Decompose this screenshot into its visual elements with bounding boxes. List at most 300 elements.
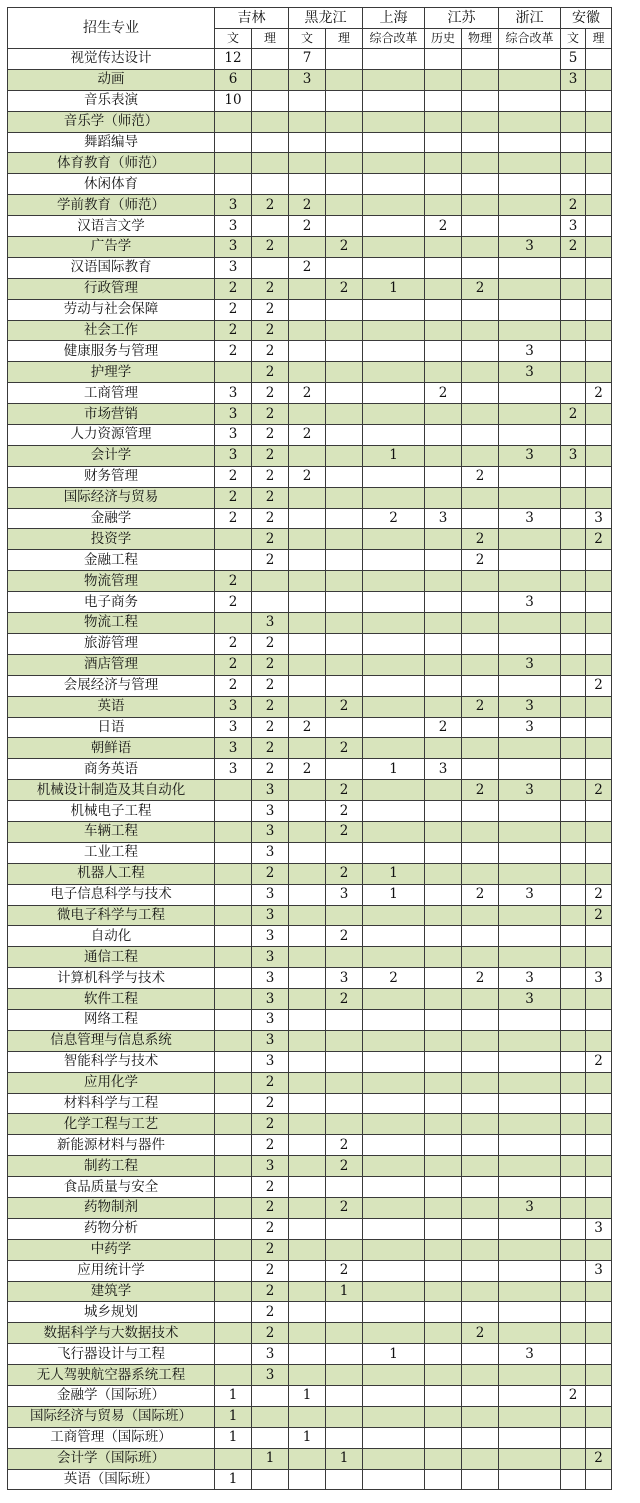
table-row bbox=[8, 801, 612, 822]
quota-cell bbox=[289, 278, 326, 299]
quota-cell bbox=[462, 320, 499, 341]
quota-cell bbox=[363, 69, 425, 90]
table-row bbox=[8, 445, 612, 466]
quota-cell bbox=[499, 863, 561, 884]
quota-cell bbox=[586, 320, 612, 341]
quota-cell bbox=[363, 1448, 425, 1469]
quota-cell bbox=[561, 341, 586, 362]
quota-cell bbox=[326, 425, 363, 446]
quota-cell bbox=[499, 1365, 561, 1386]
quota-cell bbox=[499, 1177, 561, 1198]
quota-cell bbox=[289, 613, 326, 634]
quota-cell: 3 bbox=[215, 195, 252, 216]
quota-cell bbox=[326, 404, 363, 425]
quota-cell bbox=[289, 1197, 326, 1218]
quota-cell bbox=[425, 1302, 462, 1323]
table-row bbox=[8, 863, 612, 884]
quota-cell bbox=[289, 508, 326, 529]
quota-cell: 3 bbox=[586, 968, 612, 989]
major-name: 投资学 bbox=[8, 529, 215, 550]
quota-cell bbox=[289, 696, 326, 717]
quota-cell bbox=[215, 1448, 252, 1469]
quota-cell bbox=[363, 529, 425, 550]
quota-cell: 3 bbox=[252, 821, 289, 842]
table-row bbox=[8, 1448, 612, 1469]
quota-cell bbox=[326, 216, 363, 237]
quota-cell bbox=[326, 592, 363, 613]
table-row bbox=[8, 1030, 612, 1051]
quota-cell bbox=[326, 633, 363, 654]
quota-cell bbox=[215, 905, 252, 926]
quota-cell bbox=[462, 1197, 499, 1218]
quota-cell bbox=[586, 49, 612, 70]
major-name: 软件工程 bbox=[8, 989, 215, 1010]
quota-cell: 2 bbox=[252, 550, 289, 571]
quota-cell bbox=[561, 257, 586, 278]
quota-cell bbox=[425, 425, 462, 446]
table-row bbox=[8, 633, 612, 654]
table-row bbox=[8, 383, 612, 404]
quota-cell bbox=[586, 299, 612, 320]
quota-cell bbox=[289, 1448, 326, 1469]
quota-cell bbox=[289, 780, 326, 801]
quota-cell bbox=[586, 654, 612, 675]
quota-cell bbox=[215, 529, 252, 550]
major-name: 制药工程 bbox=[8, 1156, 215, 1177]
quota-cell bbox=[425, 195, 462, 216]
major-name: 建筑学 bbox=[8, 1281, 215, 1302]
quota-cell bbox=[462, 863, 499, 884]
quota-cell: 1 bbox=[363, 863, 425, 884]
major-name: 城乡规划 bbox=[8, 1302, 215, 1323]
quota-cell bbox=[586, 487, 612, 508]
quota-cell bbox=[215, 863, 252, 884]
quota-cell bbox=[425, 968, 462, 989]
quota-cell bbox=[561, 905, 586, 926]
quota-cell bbox=[363, 1323, 425, 1344]
quota-cell: 3 bbox=[586, 1218, 612, 1239]
quota-cell bbox=[425, 1323, 462, 1344]
quota-cell bbox=[425, 404, 462, 425]
major-name: 新能源材料与器件 bbox=[8, 1135, 215, 1156]
quota-cell bbox=[326, 1218, 363, 1239]
quota-cell bbox=[326, 571, 363, 592]
table-row bbox=[8, 425, 612, 446]
quota-cell bbox=[462, 1009, 499, 1030]
quota-cell bbox=[462, 1344, 499, 1365]
quota-cell bbox=[561, 1114, 586, 1135]
quota-cell bbox=[363, 425, 425, 446]
quota-cell bbox=[561, 425, 586, 446]
quota-cell bbox=[326, 111, 363, 132]
quota-cell bbox=[326, 174, 363, 195]
quota-cell bbox=[289, 571, 326, 592]
major-name: 财务管理 bbox=[8, 466, 215, 487]
quota-cell bbox=[561, 508, 586, 529]
quota-cell bbox=[425, 654, 462, 675]
quota-cell: 2 bbox=[252, 195, 289, 216]
quota-cell bbox=[289, 821, 326, 842]
table-row bbox=[8, 1302, 612, 1323]
quota-cell: 1 bbox=[215, 1427, 252, 1448]
quota-cell: 2 bbox=[586, 383, 612, 404]
quota-cell: 2 bbox=[252, 1323, 289, 1344]
quota-cell bbox=[425, 1427, 462, 1448]
quota-cell bbox=[363, 362, 425, 383]
quota-cell bbox=[363, 132, 425, 153]
major-name: 音乐学（师范） bbox=[8, 111, 215, 132]
quota-cell bbox=[215, 1365, 252, 1386]
quota-cell: 3 bbox=[252, 1051, 289, 1072]
quota-cell bbox=[462, 905, 499, 926]
quota-cell bbox=[462, 487, 499, 508]
subject-header: 综合改革 bbox=[499, 29, 561, 49]
quota-cell bbox=[462, 1114, 499, 1135]
quota-cell bbox=[586, 1323, 612, 1344]
quota-cell: 2 bbox=[586, 1051, 612, 1072]
quota-cell bbox=[561, 1177, 586, 1198]
quota-cell bbox=[425, 1448, 462, 1469]
quota-cell bbox=[561, 738, 586, 759]
quota-cell bbox=[326, 341, 363, 362]
quota-cell bbox=[586, 1009, 612, 1030]
subject-header: 理 bbox=[252, 29, 289, 49]
quota-cell bbox=[561, 780, 586, 801]
quota-cell bbox=[289, 132, 326, 153]
quota-cell: 2 bbox=[462, 466, 499, 487]
quota-cell: 2 bbox=[326, 1197, 363, 1218]
quota-cell: 2 bbox=[326, 780, 363, 801]
quota-cell bbox=[561, 132, 586, 153]
quota-cell: 3 bbox=[252, 989, 289, 1010]
major-name: 药物分析 bbox=[8, 1218, 215, 1239]
quota-cell: 2 bbox=[252, 1260, 289, 1281]
quota-cell: 2 bbox=[252, 696, 289, 717]
quota-cell bbox=[499, 1009, 561, 1030]
quota-cell bbox=[289, 801, 326, 822]
quota-cell bbox=[289, 445, 326, 466]
quota-cell bbox=[462, 1302, 499, 1323]
quota-cell bbox=[289, 1093, 326, 1114]
quota-cell bbox=[425, 1072, 462, 1093]
quota-cell bbox=[586, 425, 612, 446]
quota-cell bbox=[586, 1427, 612, 1448]
table-row bbox=[8, 905, 612, 926]
quota-cell bbox=[289, 1218, 326, 1239]
quota-cell bbox=[363, 49, 425, 70]
subject-header: 文 bbox=[215, 29, 252, 49]
quota-cell bbox=[499, 216, 561, 237]
quota-cell bbox=[215, 968, 252, 989]
quota-cell bbox=[326, 947, 363, 968]
quota-cell bbox=[326, 257, 363, 278]
quota-cell bbox=[425, 1260, 462, 1281]
quota-cell bbox=[425, 237, 462, 258]
quota-cell bbox=[499, 571, 561, 592]
quota-cell bbox=[462, 801, 499, 822]
province-header-jiangsu: 江苏 bbox=[425, 8, 499, 29]
quota-cell: 10 bbox=[215, 90, 252, 111]
quota-cell bbox=[363, 1135, 425, 1156]
quota-cell bbox=[499, 633, 561, 654]
quota-cell bbox=[499, 174, 561, 195]
quota-cell bbox=[215, 1030, 252, 1051]
quota-cell bbox=[462, 989, 499, 1010]
quota-cell bbox=[363, 404, 425, 425]
quota-cell bbox=[363, 320, 425, 341]
major-name: 药物制剂 bbox=[8, 1197, 215, 1218]
major-name: 国际经济与贸易（国际班） bbox=[8, 1406, 215, 1427]
quota-cell bbox=[586, 550, 612, 571]
major-name: 工业工程 bbox=[8, 842, 215, 863]
table-row bbox=[8, 1177, 612, 1198]
quota-cell: 3 bbox=[215, 257, 252, 278]
quota-cell bbox=[561, 529, 586, 550]
quota-cell bbox=[586, 111, 612, 132]
quota-cell bbox=[289, 1009, 326, 1030]
quota-cell bbox=[425, 592, 462, 613]
quota-cell bbox=[252, 592, 289, 613]
quota-cell bbox=[425, 696, 462, 717]
quota-cell bbox=[289, 487, 326, 508]
quota-cell: 2 bbox=[252, 1302, 289, 1323]
quota-cell bbox=[326, 153, 363, 174]
quota-cell: 2 bbox=[586, 529, 612, 550]
quota-cell bbox=[363, 780, 425, 801]
quota-cell: 3 bbox=[252, 905, 289, 926]
quota-cell bbox=[363, 613, 425, 634]
quota-cell bbox=[326, 1072, 363, 1093]
table-row bbox=[8, 1156, 612, 1177]
quota-cell bbox=[326, 1323, 363, 1344]
quota-cell bbox=[586, 257, 612, 278]
quota-cell bbox=[586, 926, 612, 947]
quota-cell bbox=[215, 613, 252, 634]
quota-cell bbox=[586, 801, 612, 822]
quota-cell bbox=[586, 1030, 612, 1051]
major-name: 汉语言文学 bbox=[8, 216, 215, 237]
quota-cell bbox=[586, 90, 612, 111]
quota-cell bbox=[326, 1051, 363, 1072]
quota-cell bbox=[326, 1030, 363, 1051]
quota-cell bbox=[363, 571, 425, 592]
quota-cell bbox=[425, 738, 462, 759]
quota-cell: 2 bbox=[586, 675, 612, 696]
quota-cell bbox=[363, 1281, 425, 1302]
quota-cell: 2 bbox=[252, 1281, 289, 1302]
quota-cell bbox=[289, 1030, 326, 1051]
quota-cell bbox=[425, 633, 462, 654]
quota-cell bbox=[561, 571, 586, 592]
quota-cell bbox=[586, 1135, 612, 1156]
quota-cell: 3 bbox=[499, 717, 561, 738]
quota-cell bbox=[326, 1093, 363, 1114]
header-row-provinces bbox=[8, 8, 612, 29]
quota-cell bbox=[586, 1072, 612, 1093]
quota-cell bbox=[425, 257, 462, 278]
quota-cell bbox=[462, 257, 499, 278]
quota-cell: 2 bbox=[586, 1448, 612, 1469]
quota-cell bbox=[499, 613, 561, 634]
table-row bbox=[8, 1406, 612, 1427]
quota-cell bbox=[462, 195, 499, 216]
quota-cell bbox=[215, 1218, 252, 1239]
quota-cell bbox=[499, 195, 561, 216]
quota-cell: 2 bbox=[462, 529, 499, 550]
quota-cell bbox=[499, 320, 561, 341]
quota-cell bbox=[289, 1323, 326, 1344]
quota-cell: 2 bbox=[215, 571, 252, 592]
major-name: 音乐表演 bbox=[8, 90, 215, 111]
quota-cell bbox=[586, 466, 612, 487]
quota-cell bbox=[499, 299, 561, 320]
quota-cell: 3 bbox=[499, 445, 561, 466]
quota-cell bbox=[289, 738, 326, 759]
quota-cell bbox=[215, 1302, 252, 1323]
major-name: 工商管理（国际班） bbox=[8, 1427, 215, 1448]
major-name: 电子信息科学与技术 bbox=[8, 884, 215, 905]
quota-cell bbox=[289, 1469, 326, 1490]
quota-cell bbox=[586, 237, 612, 258]
quota-cell bbox=[363, 487, 425, 508]
quota-cell bbox=[326, 675, 363, 696]
table-row bbox=[8, 1344, 612, 1365]
quota-cell bbox=[561, 1344, 586, 1365]
quota-cell bbox=[425, 863, 462, 884]
quota-cell bbox=[215, 1323, 252, 1344]
quota-cell bbox=[586, 989, 612, 1010]
quota-cell bbox=[462, 1093, 499, 1114]
table-row bbox=[8, 69, 612, 90]
quota-cell: 2 bbox=[326, 863, 363, 884]
quota-cell bbox=[425, 1093, 462, 1114]
quota-cell bbox=[289, 926, 326, 947]
table-row bbox=[8, 174, 612, 195]
quota-cell bbox=[499, 111, 561, 132]
quota-cell: 1 bbox=[363, 884, 425, 905]
quota-cell: 3 bbox=[252, 842, 289, 863]
quota-cell bbox=[289, 529, 326, 550]
quota-cell bbox=[425, 1009, 462, 1030]
quota-cell bbox=[561, 1281, 586, 1302]
quota-cell: 2 bbox=[586, 780, 612, 801]
quota-cell bbox=[586, 842, 612, 863]
quota-cell bbox=[215, 1051, 252, 1072]
table-row bbox=[8, 696, 612, 717]
quota-cell: 3 bbox=[561, 445, 586, 466]
quota-cell bbox=[215, 362, 252, 383]
table-row bbox=[8, 759, 612, 780]
quota-cell bbox=[326, 759, 363, 780]
quota-cell bbox=[215, 1072, 252, 1093]
quota-cell: 2 bbox=[326, 1156, 363, 1177]
quota-cell bbox=[561, 842, 586, 863]
quota-cell bbox=[425, 466, 462, 487]
subject-header: 物理 bbox=[462, 29, 499, 49]
quota-cell bbox=[289, 1156, 326, 1177]
quota-cell bbox=[462, 613, 499, 634]
quota-cell bbox=[289, 633, 326, 654]
quota-cell: 2 bbox=[326, 926, 363, 947]
quota-cell bbox=[363, 675, 425, 696]
quota-cell bbox=[462, 174, 499, 195]
quota-cell bbox=[561, 278, 586, 299]
quota-cell bbox=[462, 49, 499, 70]
quota-cell: 3 bbox=[252, 1156, 289, 1177]
quota-cell bbox=[326, 90, 363, 111]
quota-cell bbox=[561, 654, 586, 675]
quota-cell bbox=[499, 404, 561, 425]
quota-cell bbox=[462, 592, 499, 613]
quota-cell bbox=[363, 1406, 425, 1427]
quota-cell: 1 bbox=[326, 1448, 363, 1469]
table-row bbox=[8, 299, 612, 320]
quota-cell bbox=[462, 1427, 499, 1448]
table-row bbox=[8, 613, 612, 634]
major-name: 飞行器设计与工程 bbox=[8, 1344, 215, 1365]
major-name: 无人驾驶航空器系统工程 bbox=[8, 1365, 215, 1386]
quota-cell: 3 bbox=[326, 884, 363, 905]
quota-cell bbox=[363, 738, 425, 759]
quota-cell: 3 bbox=[215, 445, 252, 466]
quota-cell: 2 bbox=[252, 529, 289, 550]
quota-cell bbox=[586, 1302, 612, 1323]
table-row bbox=[8, 717, 612, 738]
quota-cell bbox=[425, 801, 462, 822]
quota-cell: 2 bbox=[252, 425, 289, 446]
quota-cell bbox=[289, 592, 326, 613]
major-name: 电子商务 bbox=[8, 592, 215, 613]
quota-cell bbox=[561, 466, 586, 487]
quota-cell bbox=[363, 1386, 425, 1407]
quota-cell bbox=[499, 132, 561, 153]
quota-cell bbox=[326, 1239, 363, 1260]
quota-cell bbox=[363, 237, 425, 258]
table-row bbox=[8, 278, 612, 299]
quota-cell bbox=[499, 1156, 561, 1177]
quota-cell bbox=[363, 1030, 425, 1051]
major-name: 食品质量与安全 bbox=[8, 1177, 215, 1198]
quota-cell: 2 bbox=[215, 654, 252, 675]
quota-cell bbox=[215, 111, 252, 132]
quota-cell bbox=[561, 1469, 586, 1490]
quota-cell bbox=[586, 1386, 612, 1407]
quota-cell: 2 bbox=[326, 821, 363, 842]
table-row bbox=[8, 529, 612, 550]
quota-cell: 2 bbox=[252, 1072, 289, 1093]
quota-cell bbox=[363, 696, 425, 717]
quota-cell bbox=[561, 383, 586, 404]
quota-cell: 3 bbox=[252, 884, 289, 905]
major-name: 行政管理 bbox=[8, 278, 215, 299]
quota-cell: 2 bbox=[252, 487, 289, 508]
quota-cell bbox=[252, 153, 289, 174]
quota-cell bbox=[561, 1260, 586, 1281]
quota-cell bbox=[561, 1135, 586, 1156]
quota-cell bbox=[586, 1281, 612, 1302]
quota-cell bbox=[586, 1156, 612, 1177]
quota-cell bbox=[425, 926, 462, 947]
quota-cell bbox=[462, 299, 499, 320]
subject-header: 理 bbox=[326, 29, 363, 49]
quota-cell bbox=[462, 132, 499, 153]
quota-cell bbox=[326, 1009, 363, 1030]
quota-cell: 2 bbox=[462, 1323, 499, 1344]
quota-cell bbox=[326, 362, 363, 383]
quota-cell bbox=[363, 1009, 425, 1030]
quota-cell bbox=[561, 863, 586, 884]
quota-cell: 1 bbox=[363, 445, 425, 466]
